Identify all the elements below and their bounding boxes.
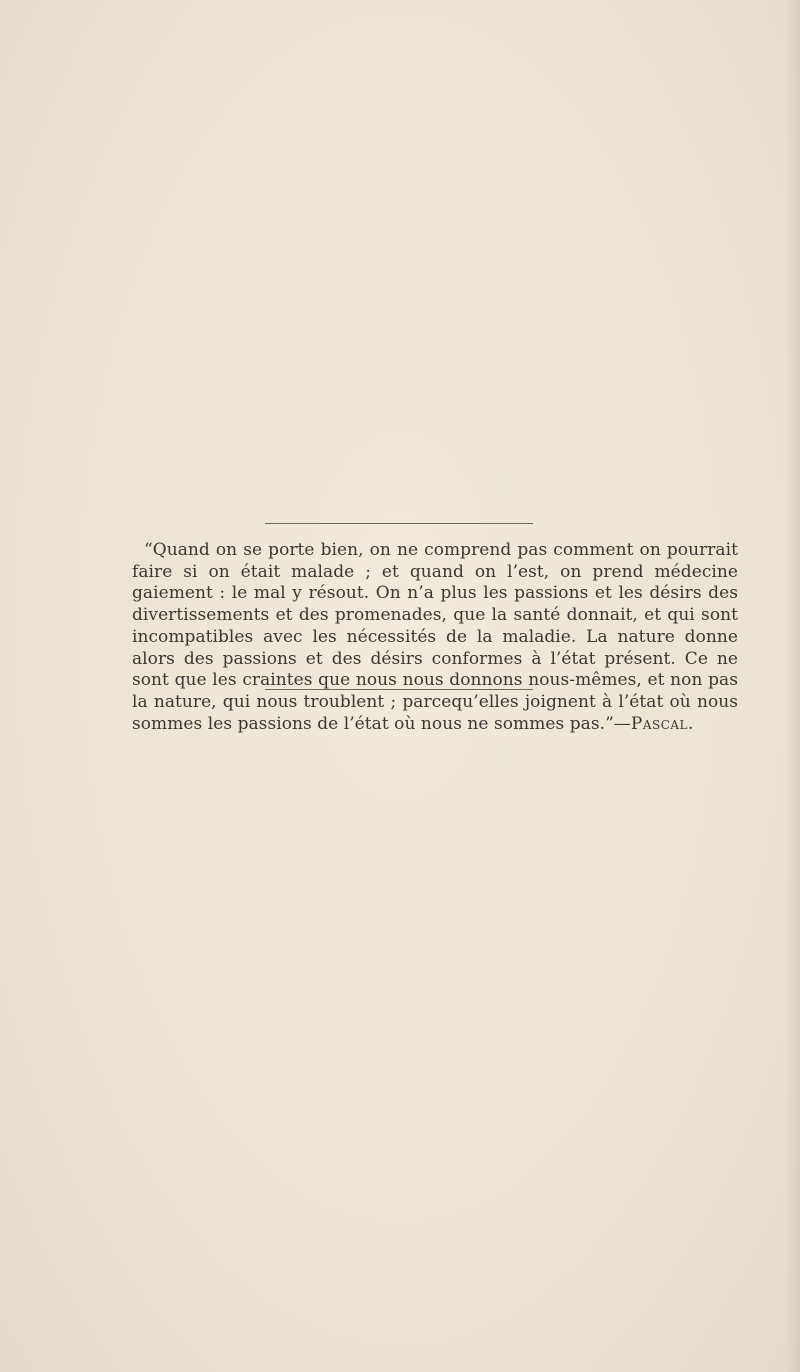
top-rule xyxy=(265,523,533,524)
page-edge xyxy=(786,0,800,1372)
pascal-quote xyxy=(132,540,738,735)
quote-text: “Quand on se porte bien, on ne comprend pas comment on pourrait faire si on était malade ; et quand on l’est, on prend médecine gaiement : le mal y résout. On n’a plus les passions et les désirs des divertissements et des promenades, que la santé donnait, et qui sont incompatibles avec les nécessités de la maladie. La nature donne alors des passions et des désirs conformes à l’état présent. Ce ne sont que les craintes que nous nous donnons nous-mêmes, et non pas la nature, qui nous troublent ; parcequ’elles joignent à l’état où nous sommes les passions de l’état où nous ne sommes pas.”— xyxy=(132,540,738,734)
bottom-rule xyxy=(265,689,533,690)
quote-author: Pascal. xyxy=(630,713,694,734)
